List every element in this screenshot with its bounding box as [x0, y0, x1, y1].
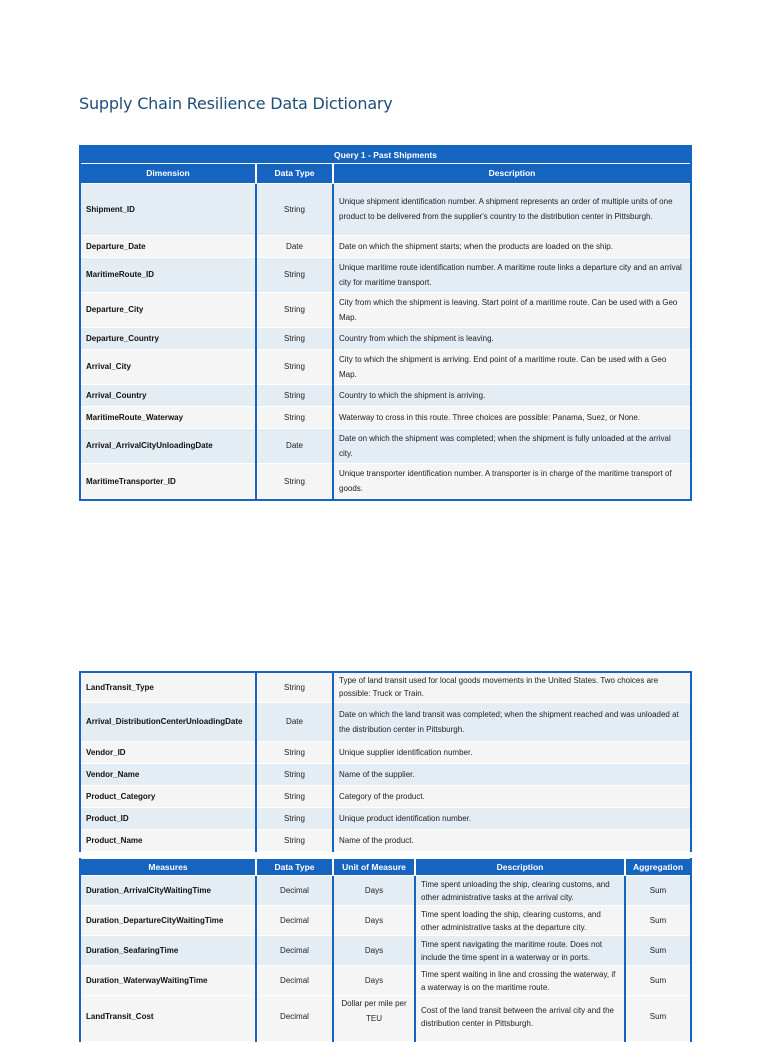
description: Unique transporter identification number. A transporter is in charge of the maritime transport of goods.: [333, 463, 691, 500]
query1-table: [79, 145, 692, 501]
dimension-name: Arrival_DistributionCenterUnloadingDate: [80, 702, 256, 741]
dimension-name: Product_Category: [80, 785, 256, 807]
description: Time spent waiting in line and crossing the waterway, if a waterway is on the maritime route.: [415, 966, 625, 996]
column-header-measures: Measures: [80, 859, 256, 876]
measure-name: Duration_ArrivalCityWaitingTime: [80, 876, 256, 906]
dimension-name: Departure_Country: [80, 327, 256, 349]
page-title: Supply Chain Resilience Data Dictionary: [79, 94, 393, 113]
data-type: String: [256, 763, 333, 785]
table-row: [80, 996, 691, 1042]
dimension-name: Shipment_ID: [80, 183, 256, 235]
unit-of-measure: Days: [333, 876, 415, 906]
description: Name of the product.: [333, 829, 691, 851]
aggregation: Sum: [625, 876, 691, 906]
column-header-dimension: Dimension: [80, 163, 256, 183]
table-row: [80, 876, 691, 906]
table-row: [80, 672, 691, 702]
aggregation: Sum: [625, 906, 691, 936]
table-row: [80, 235, 691, 257]
data-type: Decimal: [256, 966, 333, 996]
dimension-name: Product_ID: [80, 807, 256, 829]
unit-of-measure: Days: [333, 966, 415, 996]
data-type: String: [256, 292, 333, 327]
description: Country to which the shipment is arriving.: [333, 384, 691, 406]
description: Name of the supplier.: [333, 763, 691, 785]
table-row: [80, 292, 691, 327]
dimension-name: Arrival_Country: [80, 384, 256, 406]
dimension-name: Departure_City: [80, 292, 256, 327]
data-type: Decimal: [256, 876, 333, 906]
description: Cost of the land transit between the arrival city and the distribution center in Pittsburgh.: [415, 996, 625, 1042]
table-row: [80, 829, 691, 851]
unit-of-measure: Days: [333, 936, 415, 966]
description: Time spent unloading the ship, clearing customs, and other administrative tasks at the arrival city.: [415, 876, 625, 906]
table-row: [80, 906, 691, 936]
data-type: Date: [256, 428, 333, 463]
measures-table: [79, 858, 692, 1042]
aggregation: Sum: [625, 966, 691, 996]
data-type: String: [256, 384, 333, 406]
description: Unique maritime route identification number. A maritime route links a departure city and an arrival city for maritime transport.: [333, 257, 691, 292]
table-row: [80, 936, 691, 966]
table-row: [80, 257, 691, 292]
data-type: String: [256, 257, 333, 292]
table-row: [80, 327, 691, 349]
dimension-name: Arrival_ArrivalCityUnloadingDate: [80, 428, 256, 463]
description: Time spent navigating the maritime route. Does not include the time spent in a waterway or in ports.: [415, 936, 625, 966]
aggregation: Sum: [625, 936, 691, 966]
dimension-name: MaritimeRoute_Waterway: [80, 406, 256, 428]
description: Unique product identification number.: [333, 807, 691, 829]
aggregation: Sum: [625, 996, 691, 1042]
table-row: [80, 406, 691, 428]
data-type: String: [256, 406, 333, 428]
table-row: [80, 966, 691, 996]
column-header-data-type: Data Type: [256, 163, 333, 183]
data-type: String: [256, 463, 333, 500]
measure-name: Duration_DepartureCityWaitingTime: [80, 906, 256, 936]
data-type: String: [256, 183, 333, 235]
dimension-name: Product_Name: [80, 829, 256, 851]
data-type: String: [256, 349, 333, 384]
description: Date on which the land transit was completed; when the shipment reached and was unloaded at the distribution center in Pittsburgh.: [333, 702, 691, 741]
description: Category of the product.: [333, 785, 691, 807]
table-row: [80, 785, 691, 807]
data-type: Decimal: [256, 936, 333, 966]
dimension-name: MaritimeTransporter_ID: [80, 463, 256, 500]
data-type: String: [256, 672, 333, 702]
description: Unique shipment identification number. A shipment represents an order of multiple units of one product to be delivered from the supplier's country to the distribution center in Pittsburgh.: [333, 183, 691, 235]
dimension-name: Vendor_ID: [80, 741, 256, 763]
data-type: String: [256, 327, 333, 349]
table-row: [80, 384, 691, 406]
column-header-description: Description: [333, 163, 691, 183]
table-row: [80, 807, 691, 829]
data-type: String: [256, 829, 333, 851]
measure-name: LandTransit_Cost: [80, 996, 256, 1042]
query1-continued-table: [79, 671, 692, 852]
description: City from which the shipment is leaving. Start point of a maritime route. Can be used with a Geo Map.: [333, 292, 691, 327]
table-row: [80, 702, 691, 741]
measure-name: Duration_WaterwayWaitingTime: [80, 966, 256, 996]
dimension-name: Arrival_City: [80, 349, 256, 384]
dimension-name: LandTransit_Type: [80, 672, 256, 702]
measure-name: Duration_SeafaringTime: [80, 936, 256, 966]
description: Unique supplier identification number.: [333, 741, 691, 763]
table-banner: Query 1 - Past Shipments: [80, 146, 691, 163]
description: Type of land transit used for local goods movements in the United States. Two choices are possible: Truck or Train.: [333, 672, 691, 702]
description: Waterway to cross in this route. Three choices are possible: Panama, Suez, or None.: [333, 406, 691, 428]
table-row: [80, 428, 691, 463]
table-row: [80, 763, 691, 785]
data-type: String: [256, 807, 333, 829]
data-type: Date: [256, 702, 333, 741]
description: City to which the shipment is arriving. End point of a maritime route. Can be used with a Geo Map.: [333, 349, 691, 384]
dimension-name: Departure_Date: [80, 235, 256, 257]
description: Date on which the shipment starts; when the products are loaded on the ship.: [333, 235, 691, 257]
unit-of-measure: Dollar per mile per TEU: [333, 996, 415, 1042]
description: Country from which the shipment is leaving.: [333, 327, 691, 349]
column-header-aggregation: Aggregation: [625, 859, 691, 876]
description: Date on which the shipment was completed; when the shipment is fully unloaded at the arrival city.: [333, 428, 691, 463]
data-type: String: [256, 785, 333, 807]
table-row: [80, 349, 691, 384]
table-row: [80, 463, 691, 500]
data-type: Decimal: [256, 996, 333, 1042]
column-header-description: Description: [415, 859, 625, 876]
data-type: String: [256, 741, 333, 763]
table-row: [80, 183, 691, 235]
column-header-data-type: Data Type: [256, 859, 333, 876]
column-header-unit: Unit of Measure: [333, 859, 415, 876]
description: Time spent loading the ship, clearing customs, and other administrative tasks at the departure city.: [415, 906, 625, 936]
dimension-name: Vendor_Name: [80, 763, 256, 785]
data-type: Decimal: [256, 906, 333, 936]
table-row: [80, 741, 691, 763]
data-type: Date: [256, 235, 333, 257]
unit-of-measure: Days: [333, 906, 415, 936]
dimension-name: MaritimeRoute_ID: [80, 257, 256, 292]
